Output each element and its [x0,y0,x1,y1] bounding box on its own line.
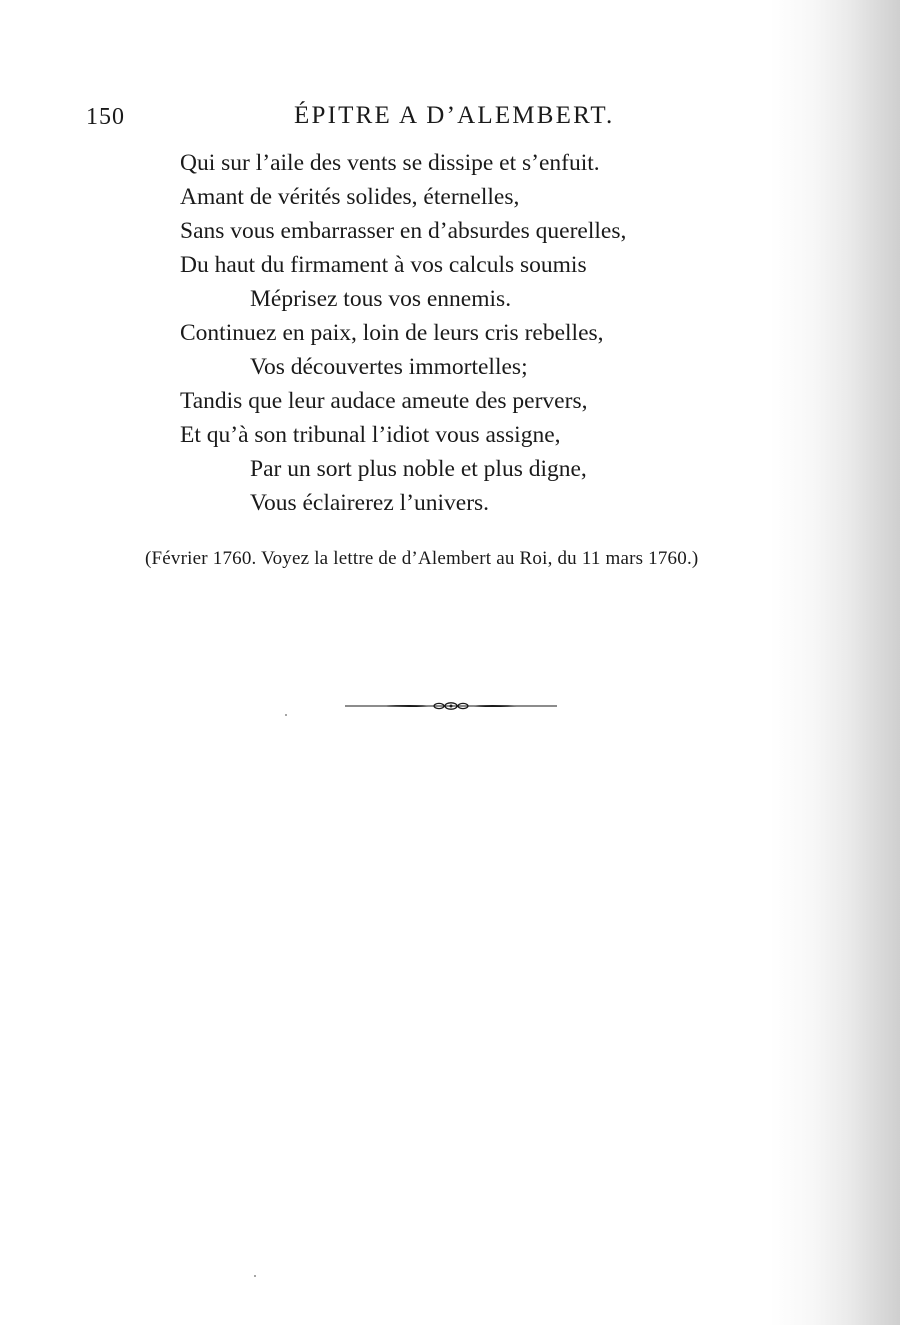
verse-line: Par un sort plus noble et plus digne, [250,456,587,482]
running-head [0,100,900,136]
page-number: 150 [86,104,125,130]
verse-line: Méprisez tous vos ennemis. [250,286,512,312]
verse-line: Tandis que leur audace ameute des pervers, [180,388,588,414]
running-title: ÉPITRE A D’ALEMBERT. [294,102,615,129]
verse-line: Amant de vérités solides, éternelles, [180,184,520,210]
date-note: (Février 1760. Voyez la lettre de d’Alembert au Roi, du 11 mars 1760.) [145,548,699,569]
verse-line: Sans vous embarrasser en d’absurdes querelles, [180,218,627,244]
poem-verses [180,146,740,520]
paper-speck [254,1275,256,1277]
verse-line: Vous éclairerez l’univers. [250,490,490,516]
verse-line: Qui sur l’aile des vents se dissipe et s’enfuit. [180,150,600,176]
verse-line: Du haut du firmament à vos calculs soumis [180,252,587,278]
verse-line: Et qu’à son tribunal l’idiot vous assigne, [180,422,561,448]
verse-line: Continuez en paix, loin de leurs cris rebelles, [180,320,604,346]
verse-line: Vos découvertes immortelles; [250,354,528,380]
paper-speck [285,714,287,716]
decorative-rule-icon [345,698,557,714]
